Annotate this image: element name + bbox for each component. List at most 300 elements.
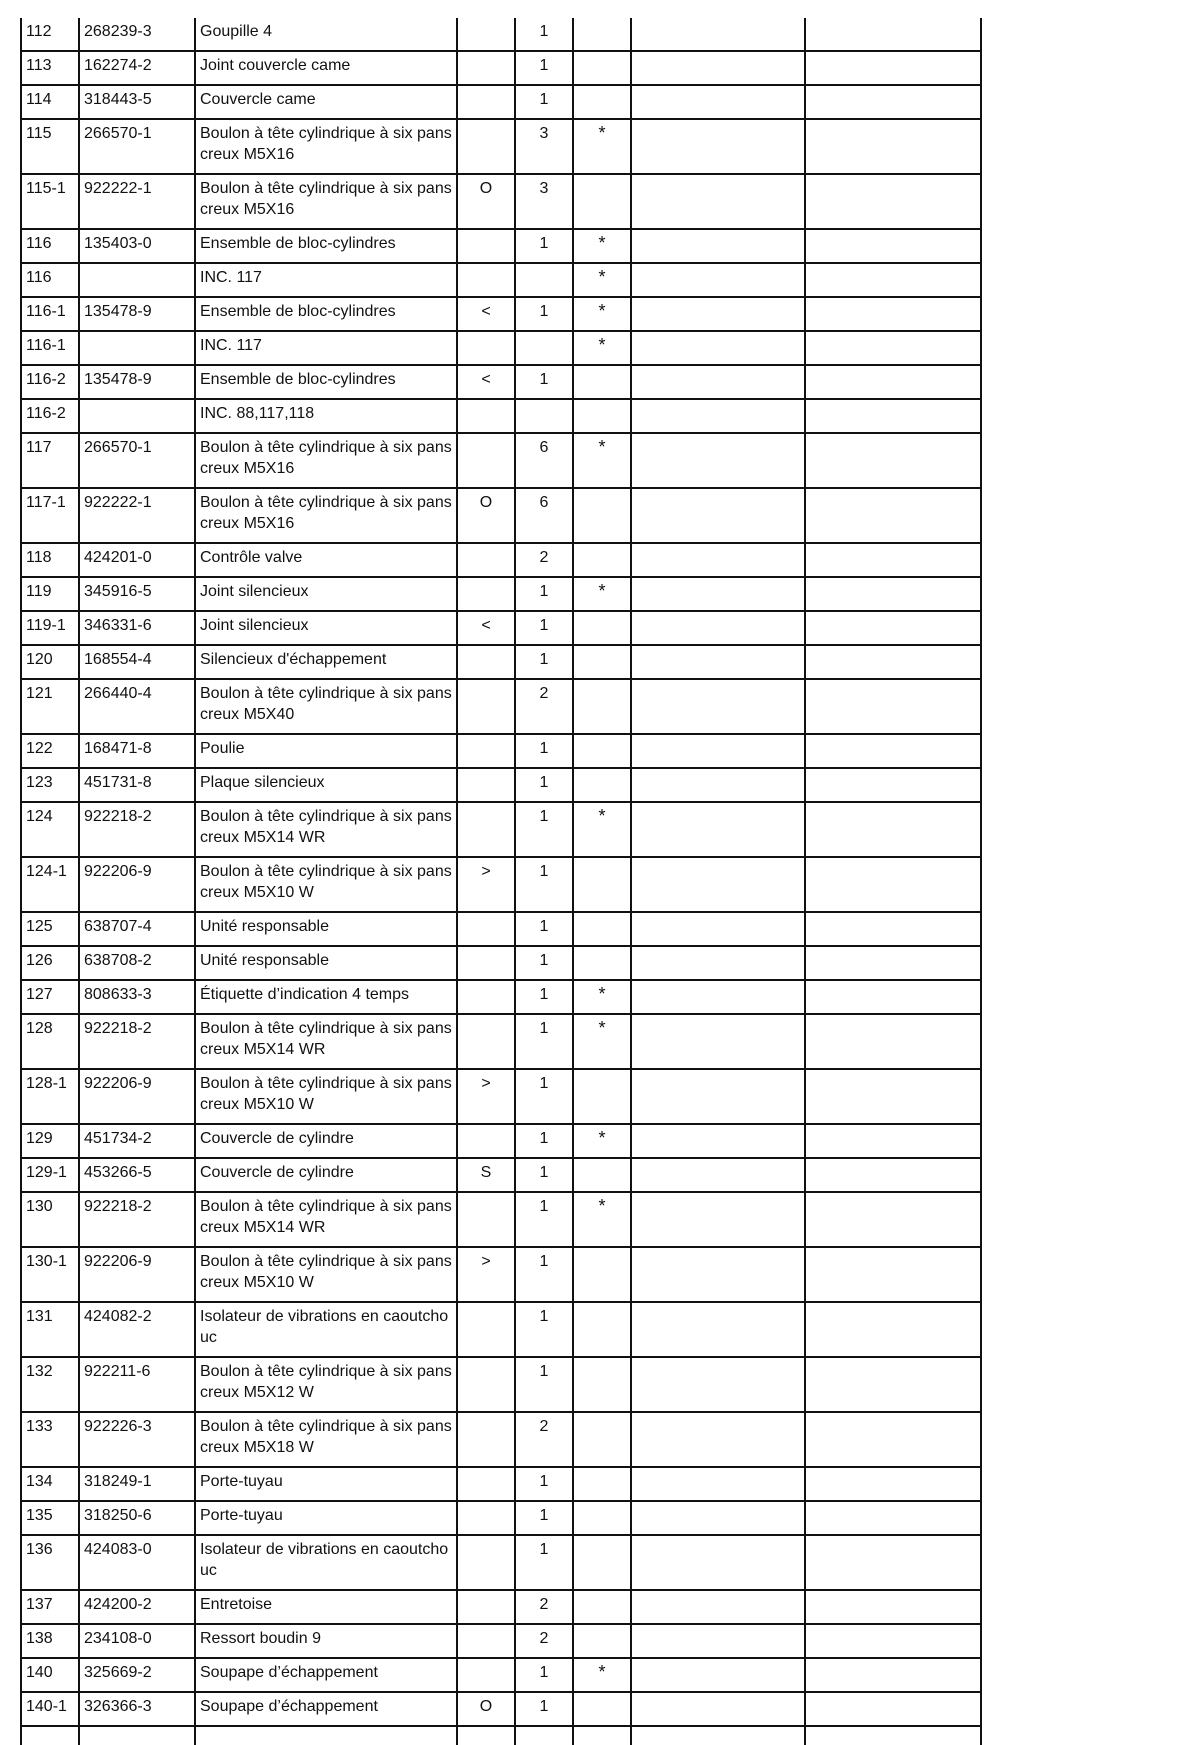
part-number-cell: 132: [21, 1357, 79, 1412]
empty-cell: [631, 18, 805, 51]
note-mark-cell: [573, 399, 631, 433]
empty-cell: [631, 1501, 805, 1535]
table-row: [21, 488, 981, 543]
empty-cell: [631, 1658, 805, 1692]
description-cell: Joint silencieux: [195, 577, 457, 611]
note-mark-cell: *: [573, 433, 631, 488]
reference-code-cell: 234108-0: [79, 1624, 195, 1658]
empty-cell: [631, 980, 805, 1014]
reference-code-cell: [79, 331, 195, 365]
note-mark-cell: [573, 1158, 631, 1192]
quantity-cell: 1: [515, 1192, 573, 1247]
quantity-cell: 6: [515, 433, 573, 488]
empty-cell: [631, 1412, 805, 1467]
reference-code-cell: 168554-4: [79, 645, 195, 679]
empty-cell: [805, 1069, 981, 1124]
description-cell: Contrôle valve: [195, 543, 457, 577]
table-row: [21, 297, 981, 331]
change-mark-cell: [457, 577, 515, 611]
description-cell: Isolateur de vibrations en caoutchouc: [195, 1302, 457, 1357]
empty-cell: [805, 679, 981, 734]
empty-cell: [805, 297, 981, 331]
description-cell: Boulon à tête cylindrique à six pans creux M5X16: [195, 174, 457, 229]
part-number-cell: 133: [21, 1412, 79, 1467]
note-mark-cell: [573, 857, 631, 912]
description-cell: Entretoise: [195, 1590, 457, 1624]
part-number-cell: 134: [21, 1467, 79, 1501]
empty-cell: [631, 1535, 805, 1590]
part-number-cell: 118: [21, 543, 79, 577]
empty-cell: [631, 1014, 805, 1069]
part-number-cell: 123: [21, 768, 79, 802]
table-row: [21, 263, 981, 297]
empty-cell: [805, 365, 981, 399]
reference-code-cell: 922222-1: [79, 174, 195, 229]
quantity-cell: 1: [515, 1658, 573, 1692]
description-cell: Ensemble de bloc-cylindres: [195, 297, 457, 331]
quantity-cell: 1: [515, 611, 573, 645]
empty-cell: [805, 611, 981, 645]
note-mark-cell: [573, 174, 631, 229]
change-mark-cell: <: [457, 297, 515, 331]
table-row: [21, 1357, 981, 1412]
description-cell: Plaque silencieux: [195, 768, 457, 802]
empty-cell: [631, 229, 805, 263]
note-mark-cell: [573, 1412, 631, 1467]
note-mark-cell: [573, 51, 631, 85]
description-cell: Couvercle came: [195, 85, 457, 119]
change-mark-cell: [457, 85, 515, 119]
table-row: [21, 1658, 981, 1692]
reference-code-cell: 318249-1: [79, 1467, 195, 1501]
quantity-cell: 1: [515, 1501, 573, 1535]
empty-cell: [631, 1192, 805, 1247]
description-cell: Boulon à tête cylindrique à six pans creux M5X10 W: [195, 1247, 457, 1302]
quantity-cell: 3: [515, 174, 573, 229]
description-cell: Porte-tuyau: [195, 1501, 457, 1535]
description-cell: Unité responsable: [195, 912, 457, 946]
change-mark-cell: [457, 946, 515, 980]
note-mark-cell: [573, 1590, 631, 1624]
change-mark-cell: [457, 1535, 515, 1590]
description-cell: Boulon à tête cylindrique à six pans creux M5X40: [195, 679, 457, 734]
note-mark-cell: [573, 1069, 631, 1124]
part-number-cell: 117: [21, 433, 79, 488]
quantity-cell: 1: [515, 1692, 573, 1726]
reference-code-cell: 922206-9: [79, 1247, 195, 1302]
reference-code-cell: 266440-4: [79, 679, 195, 734]
quantity-cell: 1: [515, 577, 573, 611]
note-mark-cell: *: [573, 263, 631, 297]
quantity-cell: 1: [515, 229, 573, 263]
description-cell: Boulon à tête cylindrique à six pans creux M5X10 W: [195, 1069, 457, 1124]
description-cell: Isolateur de vibrations en caoutchouc: [195, 1535, 457, 1590]
description-cell: Boulon à tête cylindrique à six pans creux M5X10 W: [195, 857, 457, 912]
part-number-cell: 129-1: [21, 1158, 79, 1192]
note-mark-cell: [573, 1357, 631, 1412]
empty-cell: [805, 802, 981, 857]
description-cell: Porte-tuyau: [195, 1467, 457, 1501]
reference-code-cell: 424201-0: [79, 543, 195, 577]
quantity-cell: 2: [515, 543, 573, 577]
reference-code-cell: 922222-1: [79, 488, 195, 543]
empty-cell: [805, 1158, 981, 1192]
quantity-cell: 1: [515, 1124, 573, 1158]
empty-cell: [805, 734, 981, 768]
empty-cell: [805, 263, 981, 297]
empty-cell: [631, 1357, 805, 1412]
note-mark-cell: [573, 946, 631, 980]
change-mark-cell: [457, 119, 515, 174]
empty-cell: [805, 1247, 981, 1302]
empty-cell: [457, 1726, 515, 1745]
quantity-cell: 1: [515, 1158, 573, 1192]
empty-cell: [805, 174, 981, 229]
table-row: [21, 1590, 981, 1624]
quantity-cell: 2: [515, 1624, 573, 1658]
table-row: [21, 645, 981, 679]
empty-cell: [631, 365, 805, 399]
table-row: [21, 1069, 981, 1124]
quantity-cell: 1: [515, 912, 573, 946]
part-number-cell: 112: [21, 18, 79, 51]
table-row-continuation: [21, 1726, 981, 1745]
change-mark-cell: O: [457, 1692, 515, 1726]
empty-cell: [805, 1412, 981, 1467]
note-mark-cell: *: [573, 802, 631, 857]
description-cell: Couvercle de cylindre: [195, 1124, 457, 1158]
empty-cell: [805, 1192, 981, 1247]
empty-cell: [631, 85, 805, 119]
description-cell: Ensemble de bloc-cylindres: [195, 365, 457, 399]
description-cell: Boulon à tête cylindrique à six pans creux M5X12 W: [195, 1357, 457, 1412]
note-mark-cell: [573, 645, 631, 679]
table-row: [21, 802, 981, 857]
table-row: [21, 980, 981, 1014]
description-cell: Ensemble de bloc-cylindres: [195, 229, 457, 263]
reference-code-cell: 266570-1: [79, 433, 195, 488]
table-row: [21, 857, 981, 912]
change-mark-cell: [457, 679, 515, 734]
empty-cell: [631, 1158, 805, 1192]
empty-cell: [805, 119, 981, 174]
part-number-cell: 122: [21, 734, 79, 768]
empty-cell: [631, 488, 805, 543]
empty-cell: [195, 1726, 457, 1745]
table-row: [21, 679, 981, 734]
reference-code-cell: 162274-2: [79, 51, 195, 85]
empty-cell: [631, 802, 805, 857]
table-row: [21, 1192, 981, 1247]
note-mark-cell: [573, 543, 631, 577]
quantity-cell: 1: [515, 1467, 573, 1501]
quantity-cell: 1: [515, 365, 573, 399]
table-row: [21, 365, 981, 399]
part-number-cell: 128: [21, 1014, 79, 1069]
empty-cell: [631, 1124, 805, 1158]
table-row: [21, 1692, 981, 1726]
reference-code-cell: 453266-5: [79, 1158, 195, 1192]
note-mark-cell: [573, 912, 631, 946]
change-mark-cell: [457, 1357, 515, 1412]
note-mark-cell: [573, 18, 631, 51]
empty-cell: [805, 1590, 981, 1624]
empty-cell: [805, 18, 981, 51]
change-mark-cell: >: [457, 857, 515, 912]
quantity-cell: 1: [515, 18, 573, 51]
quantity-cell: 1: [515, 734, 573, 768]
quantity-cell: 1: [515, 768, 573, 802]
empty-cell: [805, 1467, 981, 1501]
description-cell: INC. 117: [195, 263, 457, 297]
description-cell: Silencieux d'échappement: [195, 645, 457, 679]
change-mark-cell: [457, 734, 515, 768]
reference-code-cell: 346331-6: [79, 611, 195, 645]
description-cell: Boulon à tête cylindrique à six pans creux M5X18 W: [195, 1412, 457, 1467]
table-row: [21, 1535, 981, 1590]
description-cell: Étiquette d’indication 4 temps: [195, 980, 457, 1014]
empty-cell: [631, 912, 805, 946]
quantity-cell: 1: [515, 85, 573, 119]
empty-cell: [79, 1726, 195, 1745]
table-row: [21, 577, 981, 611]
empty-cell: [631, 1692, 805, 1726]
empty-cell: [631, 1302, 805, 1357]
reference-code-cell: 168471-8: [79, 734, 195, 768]
empty-cell: [631, 119, 805, 174]
empty-cell: [631, 297, 805, 331]
change-mark-cell: [457, 1467, 515, 1501]
reference-code-cell: 345916-5: [79, 577, 195, 611]
empty-cell: [515, 1726, 573, 1745]
reference-code-cell: 922206-9: [79, 857, 195, 912]
change-mark-cell: [457, 1412, 515, 1467]
table-row: [21, 1124, 981, 1158]
empty-cell: [631, 946, 805, 980]
description-cell: Boulon à tête cylindrique à six pans creux M5X14 WR: [195, 802, 457, 857]
table-row: [21, 119, 981, 174]
note-mark-cell: [573, 611, 631, 645]
empty-cell: [21, 1726, 79, 1745]
part-number-cell: 116: [21, 229, 79, 263]
table-row: [21, 611, 981, 645]
note-mark-cell: [573, 1247, 631, 1302]
reference-code-cell: 135403-0: [79, 229, 195, 263]
note-mark-cell: [573, 1624, 631, 1658]
note-mark-cell: [573, 1467, 631, 1501]
reference-code-cell: 266570-1: [79, 119, 195, 174]
empty-cell: [805, 645, 981, 679]
reference-code-cell: 326366-3: [79, 1692, 195, 1726]
change-mark-cell: S: [457, 1158, 515, 1192]
empty-cell: [805, 543, 981, 577]
empty-cell: [631, 734, 805, 768]
change-mark-cell: [457, 543, 515, 577]
note-mark-cell: [573, 85, 631, 119]
note-mark-cell: [573, 734, 631, 768]
change-mark-cell: >: [457, 1069, 515, 1124]
quantity-cell: [515, 399, 573, 433]
empty-cell: [631, 611, 805, 645]
table-row: [21, 946, 981, 980]
quantity-cell: 1: [515, 946, 573, 980]
reference-code-cell: 922206-9: [79, 1069, 195, 1124]
description-cell: Joint couvercle came: [195, 51, 457, 85]
quantity-cell: 1: [515, 1302, 573, 1357]
quantity-cell: 2: [515, 679, 573, 734]
part-number-cell: 115-1: [21, 174, 79, 229]
change-mark-cell: O: [457, 488, 515, 543]
change-mark-cell: [457, 331, 515, 365]
note-mark-cell: [573, 768, 631, 802]
description-cell: Ressort boudin 9: [195, 1624, 457, 1658]
reference-code-cell: 325669-2: [79, 1658, 195, 1692]
note-mark-cell: *: [573, 1014, 631, 1069]
reference-code-cell: 922218-2: [79, 802, 195, 857]
part-number-cell: 126: [21, 946, 79, 980]
quantity-cell: 1: [515, 857, 573, 912]
description-cell: Unité responsable: [195, 946, 457, 980]
note-mark-cell: *: [573, 1124, 631, 1158]
quantity-cell: 2: [515, 1590, 573, 1624]
part-number-cell: 135: [21, 1501, 79, 1535]
reference-code-cell: 922211-6: [79, 1357, 195, 1412]
change-mark-cell: [457, 399, 515, 433]
change-mark-cell: [457, 645, 515, 679]
note-mark-cell: *: [573, 297, 631, 331]
change-mark-cell: O: [457, 174, 515, 229]
empty-cell: [631, 51, 805, 85]
empty-cell: [805, 1124, 981, 1158]
empty-cell: [631, 577, 805, 611]
description-cell: Soupape d’échappement: [195, 1692, 457, 1726]
part-number-cell: 116-2: [21, 365, 79, 399]
note-mark-cell: [573, 1302, 631, 1357]
table-row: [21, 1467, 981, 1501]
change-mark-cell: [457, 51, 515, 85]
quantity-cell: 1: [515, 1535, 573, 1590]
quantity-cell: 1: [515, 1014, 573, 1069]
empty-cell: [805, 51, 981, 85]
empty-cell: [805, 768, 981, 802]
description-cell: Boulon à tête cylindrique à six pans creux M5X14 WR: [195, 1192, 457, 1247]
table-row: [21, 229, 981, 263]
part-number-cell: 119-1: [21, 611, 79, 645]
empty-cell: [805, 1692, 981, 1726]
change-mark-cell: <: [457, 611, 515, 645]
empty-cell: [805, 1014, 981, 1069]
note-mark-cell: *: [573, 331, 631, 365]
part-number-cell: 116-1: [21, 331, 79, 365]
note-mark-cell: *: [573, 119, 631, 174]
description-cell: Boulon à tête cylindrique à six pans creux M5X16: [195, 488, 457, 543]
empty-cell: [631, 399, 805, 433]
empty-cell: [805, 399, 981, 433]
quantity-cell: 1: [515, 645, 573, 679]
part-number-cell: 116: [21, 263, 79, 297]
description-cell: Couvercle de cylindre: [195, 1158, 457, 1192]
change-mark-cell: [457, 263, 515, 297]
empty-cell: [805, 85, 981, 119]
note-mark-cell: *: [573, 1658, 631, 1692]
part-number-cell: 129: [21, 1124, 79, 1158]
empty-cell: [631, 433, 805, 488]
note-mark-cell: [573, 679, 631, 734]
table-row: [21, 1302, 981, 1357]
table-row: [21, 912, 981, 946]
reference-code-cell: 638708-2: [79, 946, 195, 980]
table-row: [21, 734, 981, 768]
note-mark-cell: [573, 1535, 631, 1590]
reference-code-cell: 424083-0: [79, 1535, 195, 1590]
quantity-cell: 1: [515, 980, 573, 1014]
reference-code-cell: 135478-9: [79, 365, 195, 399]
note-mark-cell: *: [573, 1192, 631, 1247]
description-cell: Joint silencieux: [195, 611, 457, 645]
part-number-cell: 124: [21, 802, 79, 857]
table-row: [21, 1158, 981, 1192]
part-number-cell: 119: [21, 577, 79, 611]
change-mark-cell: [457, 229, 515, 263]
table-row: [21, 331, 981, 365]
empty-cell: [631, 543, 805, 577]
empty-cell: [805, 1501, 981, 1535]
quantity-cell: [515, 331, 573, 365]
empty-cell: [631, 263, 805, 297]
change-mark-cell: [457, 1124, 515, 1158]
change-mark-cell: [457, 768, 515, 802]
reference-code-cell: 451731-8: [79, 768, 195, 802]
table-row: [21, 18, 981, 51]
description-cell: Soupape d’échappement: [195, 1658, 457, 1692]
part-number-cell: 117-1: [21, 488, 79, 543]
change-mark-cell: [457, 912, 515, 946]
empty-cell: [805, 1658, 981, 1692]
table-row: [21, 51, 981, 85]
quantity-cell: 2: [515, 1412, 573, 1467]
reference-code-cell: 808633-3: [79, 980, 195, 1014]
change-mark-cell: [457, 802, 515, 857]
table-row: [21, 543, 981, 577]
part-number-cell: 125: [21, 912, 79, 946]
change-mark-cell: [457, 1658, 515, 1692]
table-row: [21, 1501, 981, 1535]
part-number-cell: 138: [21, 1624, 79, 1658]
quantity-cell: 1: [515, 51, 573, 85]
change-mark-cell: [457, 1014, 515, 1069]
change-mark-cell: [457, 1501, 515, 1535]
part-number-cell: 140-1: [21, 1692, 79, 1726]
parts-table-body: [21, 18, 981, 1745]
table-row: [21, 1624, 981, 1658]
note-mark-cell: *: [573, 980, 631, 1014]
change-mark-cell: [457, 433, 515, 488]
quantity-cell: 3: [515, 119, 573, 174]
quantity-cell: [515, 263, 573, 297]
reference-code-cell: 922226-3: [79, 1412, 195, 1467]
empty-cell: [805, 1357, 981, 1412]
description-cell: Boulon à tête cylindrique à six pans creux M5X16: [195, 119, 457, 174]
reference-code-cell: 922218-2: [79, 1192, 195, 1247]
table-row: [21, 433, 981, 488]
empty-cell: [631, 331, 805, 365]
part-number-cell: 116-1: [21, 297, 79, 331]
table-row: [21, 768, 981, 802]
reference-code-cell: 424082-2: [79, 1302, 195, 1357]
note-mark-cell: [573, 488, 631, 543]
table-row: [21, 1412, 981, 1467]
empty-cell: [805, 1535, 981, 1590]
